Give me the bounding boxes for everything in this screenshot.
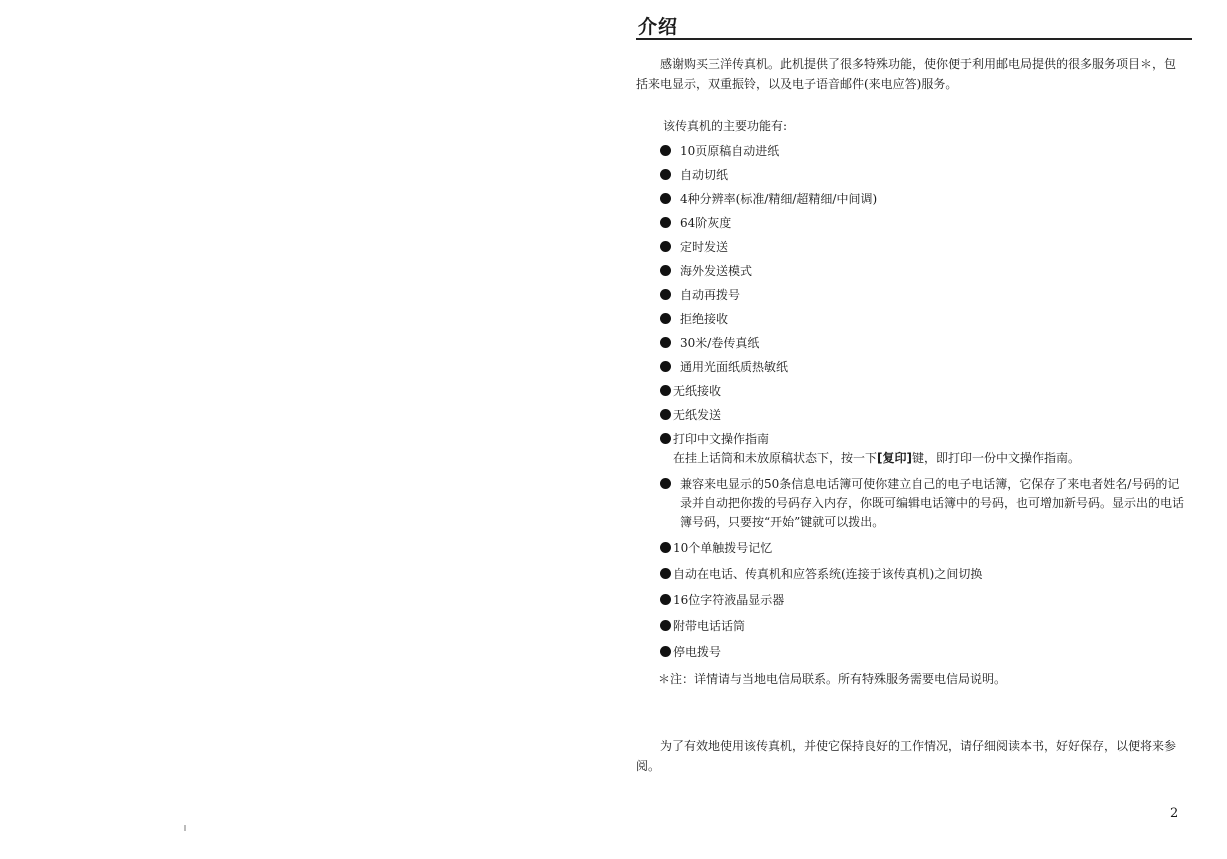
bullet-icon: [660, 265, 671, 276]
bullet-icon: [660, 478, 671, 489]
feature-title: 打印中文操作指南: [673, 432, 770, 446]
feature-text: 无纸发送: [673, 408, 722, 422]
feature-list: [660, 142, 1190, 661]
bullet-icon: [660, 542, 671, 553]
instruction-text: 在挂上话筒和未放原稿状态下，按一下: [673, 451, 878, 465]
feature-item: [660, 214, 1190, 238]
feature-item: [660, 565, 1190, 591]
feature-item: [660, 142, 1190, 166]
bullet-icon: [660, 620, 671, 631]
features-lead: 该传真机的主要功能有:: [663, 119, 788, 133]
bullet-icon: [660, 169, 671, 180]
feature-text: 64阶灰度: [680, 216, 732, 230]
feature-item: [660, 382, 1190, 406]
bullet-icon: [660, 337, 671, 348]
feature-text: 无纸接收: [673, 384, 722, 398]
feature-text: 自动切纸: [680, 168, 729, 182]
scan-mark: [184, 825, 186, 831]
feature-text: 附带电话话筒: [673, 619, 746, 633]
feature-item: [660, 617, 1190, 643]
closing-paragraph: 为了有效地使用该传真机，并使它保持良好的工作情况，请仔细阅读本书，好好保存，以便将来参阅。: [636, 739, 1177, 773]
bullet-icon: [660, 568, 671, 579]
instruction-text: 键，即打印一份中文操作指南。: [912, 451, 1081, 465]
feature-text: 海外发送模式: [680, 264, 753, 278]
feature-item: [660, 310, 1190, 334]
feature-item: [660, 262, 1190, 286]
feature-item: [660, 358, 1190, 382]
feature-text: 拒绝接收: [680, 312, 729, 326]
feature-text: 兼容来电显示的50条信息电话簿可使你建立自己的电子电话簿，它保存了来电者姓名/号码的记录并自动把你拨的号码存入内存，你既可编辑电话簿中的号码，也可增加新号码。显示出的电话簿号码，只要按“开始”键就可以拨出。: [680, 477, 1185, 529]
feature-text: 自动再拨号: [680, 288, 741, 302]
bullet-icon: [660, 361, 671, 372]
feature-item: [660, 430, 1190, 475]
copy-key-label: [复印]: [877, 451, 912, 465]
feature-text: 自动在电话、传真机和应答系统(连接于该传真机)之间切换: [673, 567, 983, 581]
bullet-icon: [660, 646, 671, 657]
feature-text: 30米/卷传真纸: [680, 336, 760, 350]
title-rule: [636, 38, 1192, 40]
bullet-icon: [660, 217, 671, 228]
bullet-icon: [660, 289, 671, 300]
feature-text: [673, 430, 1190, 468]
footnote: ＊注：详情请与当地电信局联系。所有特殊服务需要电信局说明。: [658, 672, 1007, 686]
feature-text: 停电拨号: [673, 645, 722, 659]
feature-text: 16位字符液晶显示器: [673, 593, 785, 607]
feature-item: [660, 591, 1190, 617]
feature-text: 4种分辨率(标准/精细/超精细/中间调): [680, 192, 878, 206]
page-title: 介绍: [638, 16, 679, 38]
feature-item: [660, 406, 1190, 430]
feature-item: [660, 539, 1190, 565]
intro-paragraph: 感谢购买三洋传真机。此机提供了很多特殊功能，使你便于利用邮电局提供的很多服务项目＊，包括来电显示，双重振铃，以及电子语音邮件(来电应答)服务。: [636, 57, 1177, 91]
bullet-icon: [660, 145, 671, 156]
bullet-icon: [660, 409, 671, 420]
feature-item: [660, 643, 1190, 661]
bullet-icon: [660, 313, 671, 324]
feature-item: [660, 238, 1190, 262]
feature-item: [660, 475, 1190, 539]
page-number: 2: [1170, 806, 1179, 821]
bullet-icon: [660, 433, 671, 444]
print-guide-instruction: [673, 449, 1190, 468]
bullet-icon: [660, 385, 671, 396]
bullet-icon: [660, 594, 671, 605]
feature-item: [660, 166, 1190, 190]
bullet-icon: [660, 241, 671, 252]
right-page: [614, 0, 1227, 859]
feature-item: [660, 334, 1190, 358]
feature-item: [660, 286, 1190, 310]
feature-text: 10个单触拨号记忆: [673, 541, 773, 555]
feature-text: 定时发送: [680, 240, 729, 254]
feature-item: [660, 190, 1190, 214]
feature-text: 10页原稿自动进纸: [680, 144, 780, 158]
feature-text: 通用光面纸质热敏纸: [680, 360, 789, 374]
bullet-icon: [660, 193, 671, 204]
